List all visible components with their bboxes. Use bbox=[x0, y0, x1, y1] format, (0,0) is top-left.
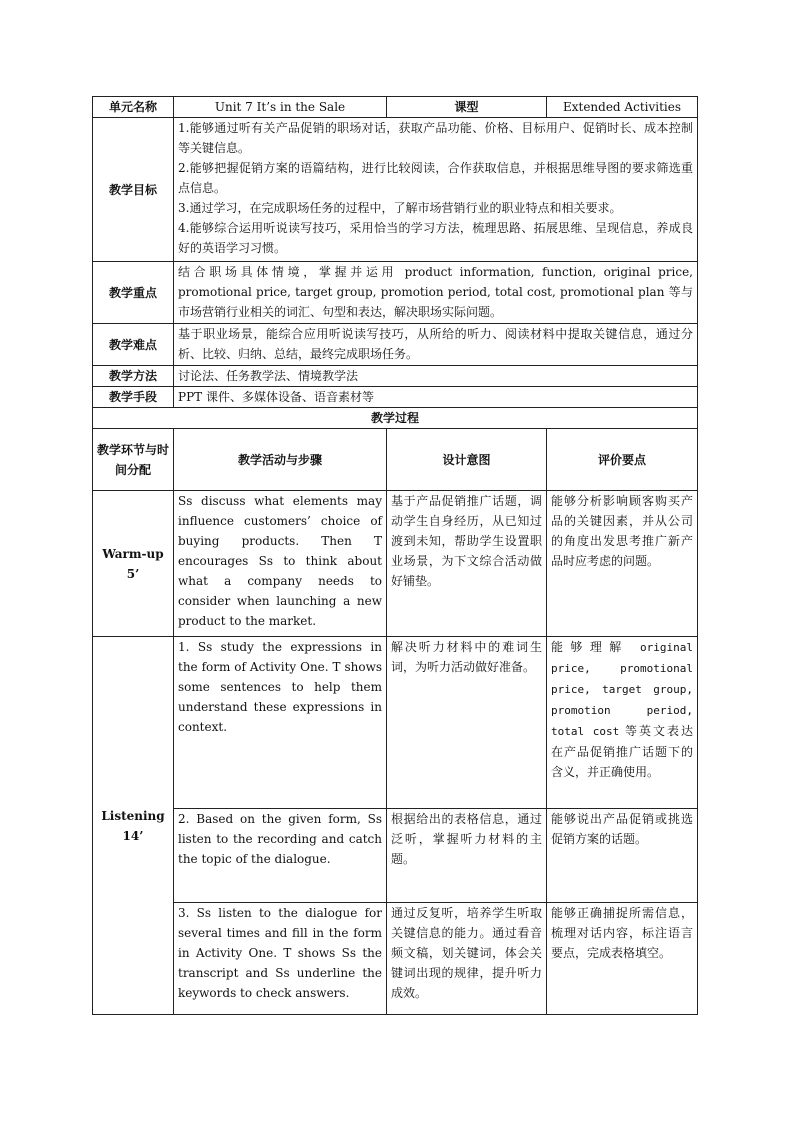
listening-step-evaluation: 能够正确捕捉所需信息，梳理对话内容，标注语言要点，完成表格填空。 bbox=[547, 903, 698, 1015]
stage-time-header: 教学环节与时间分配 bbox=[93, 429, 174, 491]
objective-item: 3.通过学习，在完成职场任务的过程中，了解市场营销行业的职业特点和相关要求。 bbox=[178, 201, 622, 215]
methods-label: 教学方法 bbox=[93, 366, 174, 387]
key-points-label: 教学重点 bbox=[93, 262, 174, 324]
listening-step-activity: 2. Based on the given form, Ss listen to the recording and catch the topic of the dialogue. bbox=[174, 809, 387, 903]
activity-header: 教学活动与步骤 bbox=[174, 429, 387, 491]
evaluation-header: 评价要点 bbox=[547, 429, 698, 491]
listening-step-row bbox=[93, 809, 698, 903]
listening-time: 14’ bbox=[122, 828, 144, 843]
listening-step-evaluation: 能够说出产品促销或挑选促销方案的话题。 bbox=[547, 809, 698, 903]
methods-row bbox=[93, 366, 698, 387]
listening-step-intent: 解决听力材料中的难词生词，为听力活动做好准备。 bbox=[387, 637, 547, 809]
unit-label: 单元名称 bbox=[93, 97, 174, 118]
type-value: Extended Activities bbox=[547, 97, 698, 118]
means-row bbox=[93, 387, 698, 408]
warmup-row bbox=[93, 491, 698, 637]
warmup-time: 5’ bbox=[126, 566, 140, 581]
listening-step-intent: 根据给出的表格信息，通过泛听，掌握听力材料的主题。 bbox=[387, 809, 547, 903]
process-title-row bbox=[93, 408, 698, 429]
listening-step-evaluation bbox=[547, 637, 698, 809]
objective-item: 2.能够把握促销方案的语篇结构，进行比较阅读，合作获取信息，并根据思维导图的要求筛选重点信息。 bbox=[178, 161, 693, 195]
evaluation-prefix: 能够理解 bbox=[551, 640, 629, 654]
difficulties-row bbox=[93, 324, 698, 366]
process-title: 教学过程 bbox=[93, 408, 698, 429]
warmup-evaluation: 能够分析影响顾客购买产品的关键因素，并从公司的角度出发思考推广新产品时应考虑的问题。 bbox=[547, 491, 698, 637]
listening-stage-cell bbox=[93, 637, 174, 1015]
objectives-content bbox=[174, 118, 698, 262]
means-text: PPT 课件、多媒体设备、语音素材等 bbox=[174, 387, 698, 408]
warmup-activity: Ss discuss what elements may influence customers’ choice of buying products. Then T encourages Ss to think about what a company needs to consider when launching a new product to the market. bbox=[174, 491, 387, 637]
unit-row bbox=[93, 97, 698, 118]
means-label: 教学手段 bbox=[93, 387, 174, 408]
difficulties-text: 基于职业场景，能综合应用听说读写技巧，从所给的听力、阅读材料中提取关键信息，通过分析、比较、归纳、总结，最终完成职场任务。 bbox=[174, 324, 698, 366]
listening-step-row bbox=[93, 637, 698, 809]
listening-step-activity: 1. Ss study the expressions in the form of Activity One. T shows some sentences to help them understand these expressions in context. bbox=[174, 637, 387, 809]
objective-item: 4.能够综合运用听说读写技巧，采用恰当的学习方法，梳理思路、拓展思维、呈现信息，养成良好的英语学习习惯。 bbox=[178, 221, 693, 255]
type-label: 课型 bbox=[387, 97, 547, 118]
warmup-stage-cell bbox=[93, 491, 174, 637]
warmup-stage: Warm-up bbox=[102, 546, 164, 561]
unit-value: Unit 7 It’s in the Sale bbox=[174, 97, 387, 118]
methods-text: 讨论法、任务教学法、情境教学法 bbox=[174, 366, 698, 387]
objectives-label: 教学目标 bbox=[93, 118, 174, 262]
objective-item: 1.能够通过听有关产品促销的职场对话，获取产品功能、价格、目标用户、促销时长、成本控制等关键信息。 bbox=[178, 121, 693, 155]
objectives-row bbox=[93, 118, 698, 262]
warmup-intent: 基于产品促销推广话题，调动学生自身经历，从已知过渡到未知，帮助学生设置职业场景，为下文综合活动做好铺垫。 bbox=[387, 491, 547, 637]
listening-step-activity: 3. Ss listen to the dialogue for several times and fill in the form in Activity One. T shows Ss the transcript and Ss underline the keywords to check answers. bbox=[174, 903, 387, 1015]
process-header-row bbox=[93, 429, 698, 491]
evaluation-terms: original price, promotional price, target group, promotion period, total cost bbox=[551, 641, 693, 738]
intent-header: 设计意图 bbox=[387, 429, 547, 491]
key-points-row bbox=[93, 262, 698, 324]
listening-step-intent: 通过反复听，培养学生听取关键信息的能力。通过看音频文稿，划关键词，体会关键词出现的规律，提升听力成效。 bbox=[387, 903, 547, 1015]
lesson-plan-table bbox=[92, 96, 698, 1015]
evaluation-suffix: 等英文表达在产品促销推广话题下的含义，并正确使用。 bbox=[551, 724, 693, 779]
key-points-text: 结合职场具体情境，掌握并运用 product information, function, original price, promotional price, target group, promotion period, total cost, promotional plan 等与市场营销行业相关的词汇、句型和表达，解决职场实际问题。 bbox=[174, 262, 698, 324]
listening-step-row bbox=[93, 903, 698, 1015]
listening-stage: Listening bbox=[101, 808, 165, 823]
difficulties-label: 教学难点 bbox=[93, 324, 174, 366]
